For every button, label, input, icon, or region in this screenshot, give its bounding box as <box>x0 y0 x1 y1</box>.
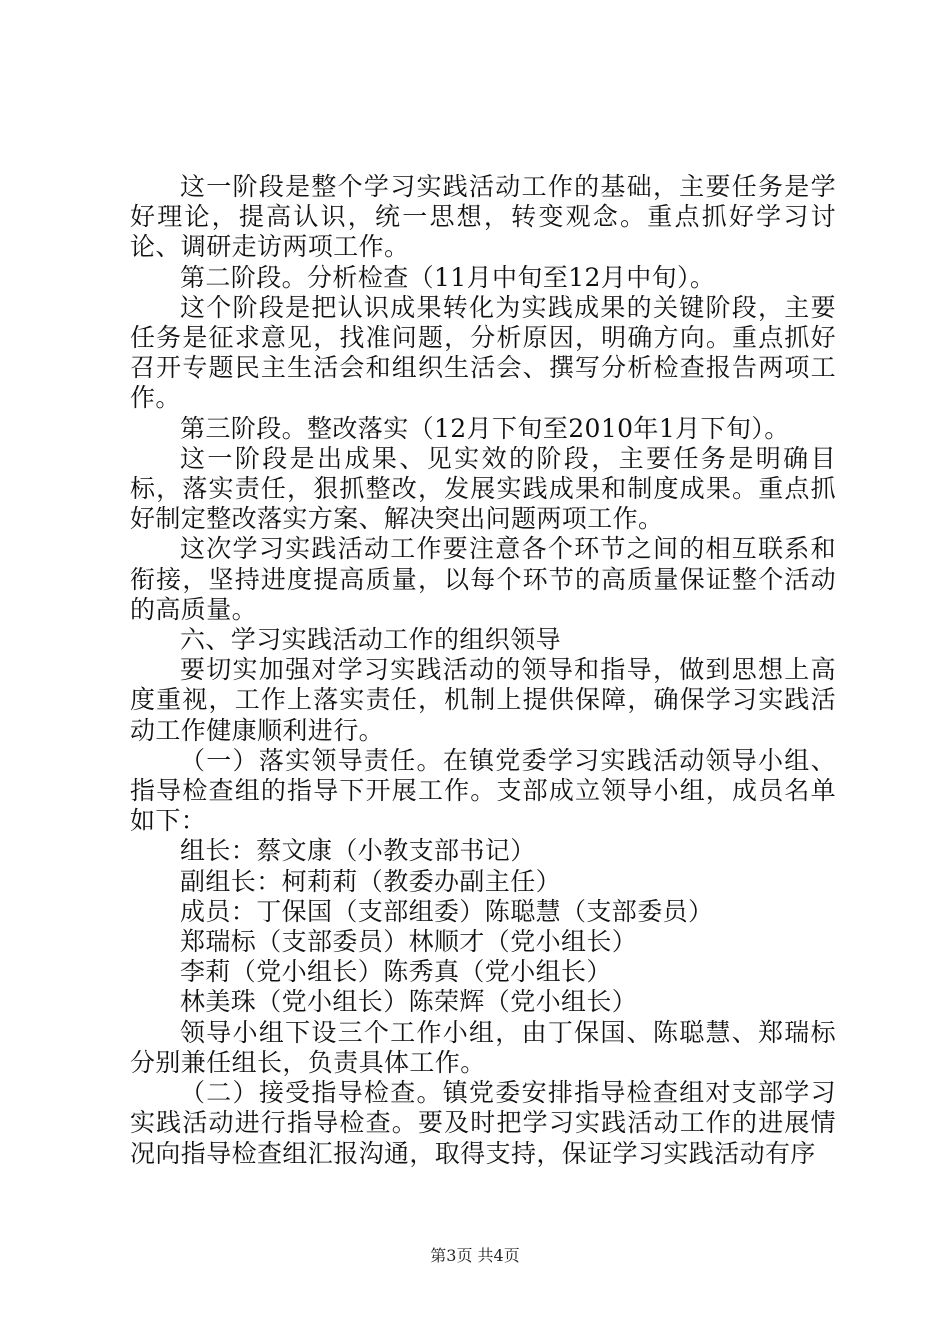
paragraph-leadership-responsibility: （一）落实领导责任。在镇党委学习实践活动领导小组、指导检查组的指导下开展工作。支部成立领导小组，成员名单如下： <box>130 745 836 836</box>
paragraph-stage-one-summary: 这一阶段是整个学习实践活动工作的基础，主要任务是学好理论，提高认识，统一思想，转变观念。重点抓好学习讨论、调研走访两项工作。 <box>130 172 836 262</box>
member-line-deputy: 副组长：柯莉莉（教委办副主任） <box>180 866 562 896</box>
member-line-members-2: 郑瑞标（支部委员）林顺才（党小组长） <box>180 927 638 957</box>
paragraph-stage-two-summary: 这个阶段是把认识成果转化为实践成果的关键阶段，主要任务是征求意见，找准问题，分析原因，明确方向。重点抓好召开专题民主生活会和组织生活会、撰写分析检查报告两项工作。 <box>130 292 836 413</box>
member-line-members-1: 成员：丁保国（支部组委）陈聪慧（支部委员） <box>180 896 714 926</box>
paragraph-stage-three-summary: 这一阶段是出成果、见实效的阶段，主要任务是明确目标，落实责任，狠抓整改，发展实践成果和制度成果。重点抓好制定整改落实方案、解决突出问题两项工作。 <box>130 443 836 534</box>
paragraph-stage-three-heading: 第三阶段。整改落实（12月下旬至2010年1月下旬）。 <box>180 413 790 443</box>
paragraph-leadership-intro: 要切实加强对学习实践活动的领导和指导，做到思想上高度重视，工作上落实责任，机制上提供保障，确保学习实践活动工作健康顺利进行。 <box>130 655 836 745</box>
document-body <box>130 172 836 1169</box>
member-line-members-3: 李莉（党小组长）陈秀真（党小组长） <box>180 957 612 987</box>
paragraph-stage-two-heading: 第二阶段。分析检查（11月中旬至12月中旬）。 <box>180 262 716 292</box>
paragraph-work-groups: 领导小组下设三个工作小组，由丁保国、陈聪慧、郑瑞标分别兼任组长，负责具体工作。 <box>130 1017 836 1077</box>
paragraph-stage-linkage: 这次学习实践活动工作要注意各个环节之间的相互联系和衔接，坚持进度提高质量，以每个环节的高质量保证整个活动的高质量。 <box>130 534 836 624</box>
member-line-leader: 组长：蔡文康（小教支部书记） <box>180 836 536 866</box>
page-footer: 第3页 共4页 <box>430 1246 520 1265</box>
paragraph-inspection: （二）接受指导检查。镇党委安排指导检查组对支部学习实践活动进行指导检查。要及时把学习实践活动工作的进展情况向指导检查组汇报沟通，取得支持，保证学习实践活动有序 <box>130 1078 836 1168</box>
section-heading-six: 六、学习实践活动工作的组织领导 <box>180 625 562 655</box>
member-line-members-4: 林美珠（党小组长）陈荣辉（党小组长） <box>180 987 638 1017</box>
